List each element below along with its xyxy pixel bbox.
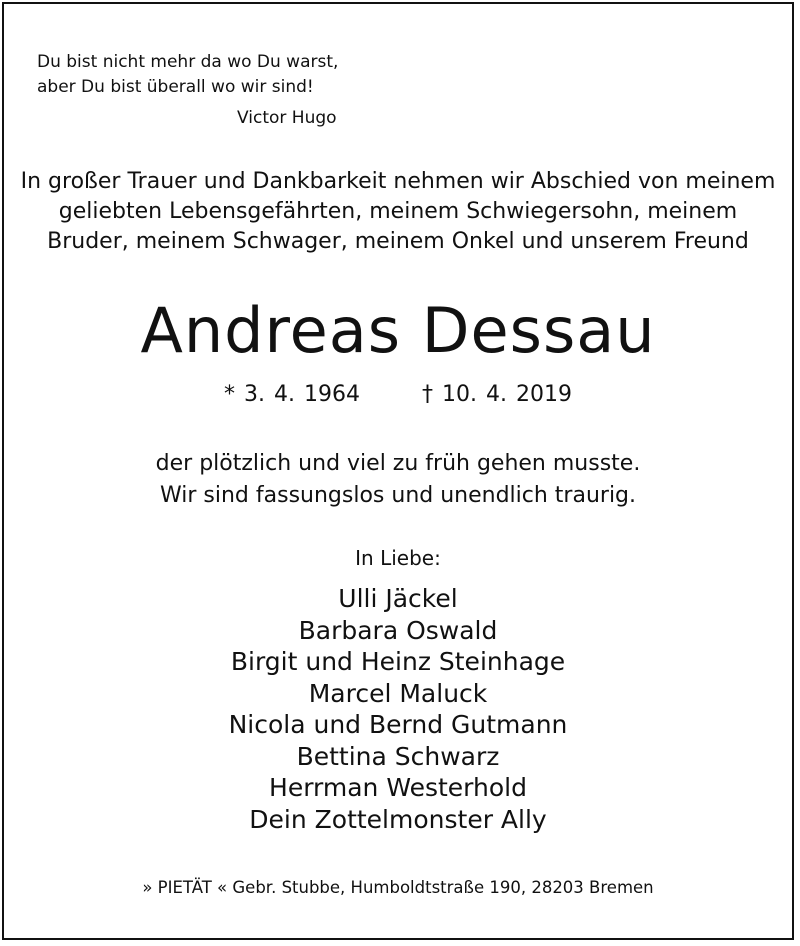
mourners-list	[4, 583, 792, 835]
quote-line: Du bist nicht mehr da wo Du warst,	[37, 52, 339, 72]
quote-author: Victor Hugo	[237, 108, 337, 128]
mourner-name: Birgit und Heinz Steinhage	[230, 647, 566, 676]
message-line: Wir sind fassungslos und unendlich traurig.	[159, 483, 637, 508]
birth-date: * 3. 4. 1964	[224, 382, 360, 407]
mourning-message	[4, 448, 792, 512]
mourner-name: Marcel Maluck	[308, 678, 488, 708]
mourner-name: Barbara Oswald	[298, 615, 498, 645]
message-line: der plötzlich und viel zu früh gehen musste.	[155, 451, 641, 476]
mourner-name: Dein Zottelmonster Ally	[249, 804, 547, 834]
in-love-label: In Liebe:	[355, 546, 441, 570]
death-date: † 10. 4. 2019	[422, 382, 572, 407]
intro-text	[4, 167, 792, 257]
quote-line: aber Du bist überall wo wir sind!	[37, 77, 314, 97]
mourner-name: Ulli Jäckel	[338, 584, 458, 613]
intro-line: Bruder, meinem Schwager, meinem Onkel und unserem Freund	[47, 229, 749, 254]
mourner-name: Nicola und Bernd Gutmann	[228, 710, 568, 739]
mourner-name: Herrman Westerhold	[269, 773, 527, 802]
quote-block	[37, 50, 367, 131]
life-dates	[4, 380, 792, 410]
funeral-home-footer: » PIETÄT « Gebr. Stubbe, Humboldtstraße 190, 28203 Bremen	[142, 878, 654, 897]
deceased-name: Andreas Dessau	[140, 294, 656, 367]
intro-line: geliebten Lebensgefährten, meinem Schwiegersohn, meinem	[58, 199, 738, 224]
intro-line: In großer Trauer und Dankbarkeit nehmen wir Abschied von meinem	[20, 169, 776, 194]
obituary-frame	[2, 2, 794, 940]
mourner-name: Bettina Schwarz	[296, 741, 500, 771]
